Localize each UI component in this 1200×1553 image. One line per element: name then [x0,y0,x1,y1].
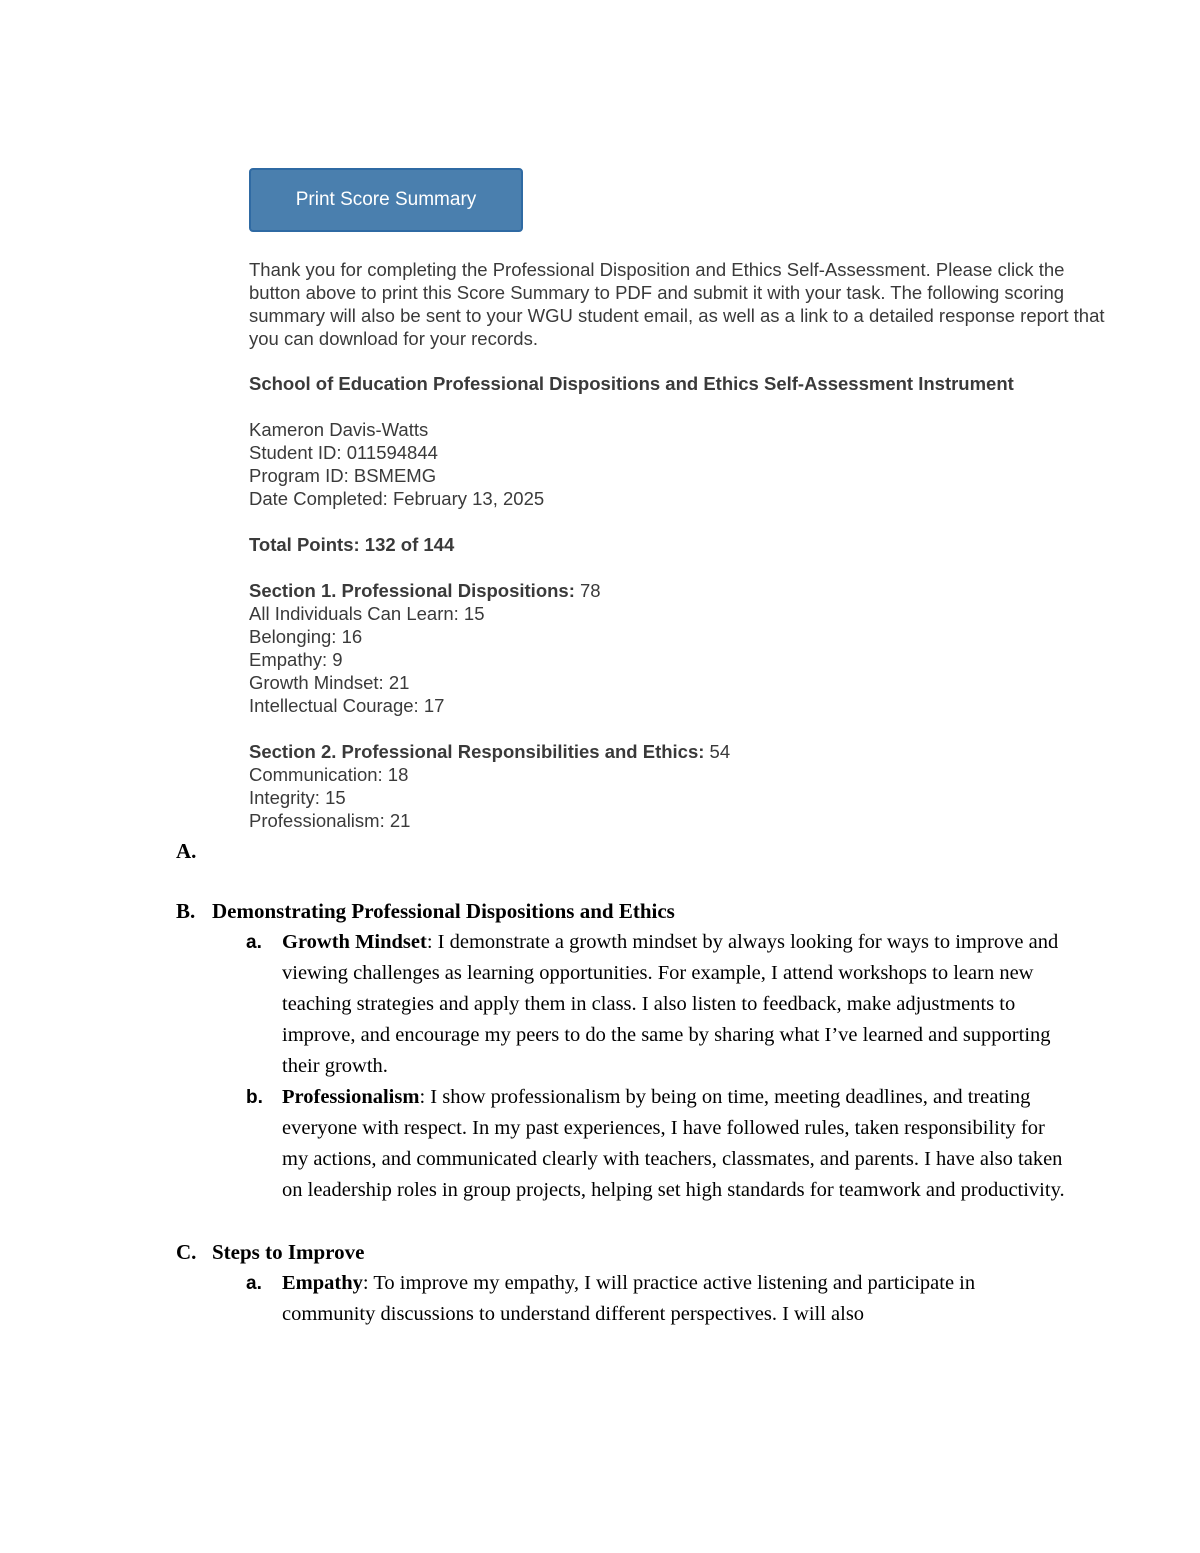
student-info [249,418,1129,510]
section-b-heading [176,896,1076,927]
total-points: Total Points: 132 of 144 [249,534,455,555]
score-item: Communication: 18 [249,764,409,785]
section-a-marker: A. [176,839,197,863]
list-item-body: : To improve my empathy, I will practice active listening and participate in community discussions to understand different perspectives. I will also [282,1272,976,1325]
list-item [246,1082,1076,1206]
score-item: Professionalism: 21 [249,810,411,831]
document-body [176,837,1076,1330]
section-c-letter: C. [176,1240,197,1264]
list-item-text [282,1268,1067,1330]
list-item-text [282,927,1067,1082]
list-item [246,1268,1076,1330]
section-2-heading [249,740,1129,763]
list-item-text [282,1082,1067,1206]
section-b-title: Demonstrating Professional Dispositions and Ethics [212,899,675,923]
section-2-score: 54 [704,741,731,762]
section-2-scores [249,740,1129,832]
section-1-scores [249,579,1129,717]
section-1-label: Section 1. Professional Dispositions: [249,580,575,601]
score-item: Integrity: 15 [249,787,346,808]
list-item-letter: a. [246,932,262,953]
list-item-body: : I demonstrate a growth mindset by always looking for ways to improve and viewing challenges as learning opportunities. For example, I attend workshops to learn new teaching strategies and apply them in class. I also listen to feedback, make adjustments to improve, and encourage my peers to do the same by sharing what I’ve learned and supporting their growth. [282,931,1059,1077]
section-2-label: Section 2. Professional Responsibilities and Ethics: [249,741,705,762]
date-completed: Date Completed: February 13, 2025 [249,488,545,509]
score-item: Intellectual Courage: 17 [249,695,445,716]
score-item: Growth Mindset: 21 [249,672,410,693]
list-item-letter: b. [246,1087,263,1108]
list-item-term: Professionalism [282,1086,420,1108]
list-item-term: Growth Mindset [282,931,427,953]
section-b-letter: B. [176,899,196,923]
program-id: Program ID: BSMEMG [249,465,437,486]
section-1-score: 78 [574,580,601,601]
list-item-body: : I show professionalism by being on time, meeting deadlines, and treating everyone with respect. In my past experiences, I have followed rules, taken responsibility for my actions, and communicated clearly with teachers, classmates, and parents. I have also taken on leadership roles in group projects, helping set high standards for teamwork and productivity. [282,1086,1065,1201]
print-score-summary-button[interactable]: Print Score Summary [249,168,523,232]
score-summary-screenshot [249,168,1129,832]
student-id: Student ID: 011594844 [249,442,438,463]
intro-text: Thank you for completing the Professional Disposition and Ethics Self-Assessment. Please click the button above to print this Score Summary to PDF and submit it with your task. The following scoring summary will also be sent to your WGU student email, as well as a link to a detailed response report that you can download for your records. [249,259,1105,349]
section-c-title: Steps to Improve [212,1240,365,1264]
list-item-term: Empathy [282,1272,363,1294]
instrument-title: School of Education Professional Dispositions and Ethics Self-Assessment Instrument [249,373,1014,394]
list-item [246,927,1076,1082]
section-c-heading [176,1237,1076,1268]
student-name: Kameron Davis-Watts [249,419,429,440]
list-item-letter: a. [246,1273,262,1294]
score-item: Empathy: 9 [249,649,343,670]
score-item: Belonging: 16 [249,626,363,647]
score-item: All Individuals Can Learn: 15 [249,603,485,624]
section-1-heading [249,579,1129,602]
